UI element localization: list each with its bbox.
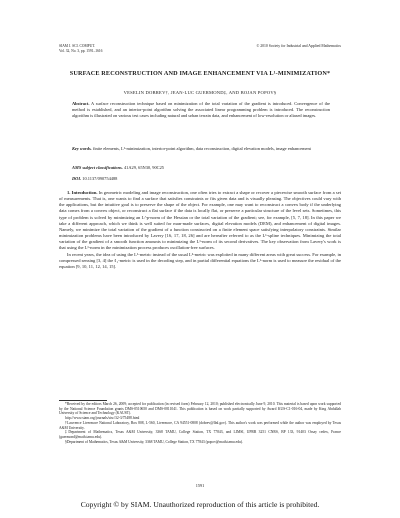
paper-title: SURFACE RECONSTRUCTION AND IMAGE ENHANCEMENT VIA L¹-MINIMIZATION* [69,70,331,77]
journal-name: SIAM J. SCI. COMPUT. [59,44,96,48]
section-heading: 1. Introduction. [67,190,98,195]
introduction-section [59,190,341,270]
doi [72,176,330,182]
journal-volume: Vol. 32, No. 3, pp. 1591–1616 [59,49,103,53]
footnote-popov: §Department of Mathematics, Texas A&M University, 3368 TAMU, College Station, TX 77843 (popov@math.tamu.edu). [65,439,244,444]
footnote-dobrev: †Lawrence Livermore National Laboratory, Box 808, L-560, Livermore, CA 94551-0808 (dobrev@llnl.gov). This author's work was performed while the author was employed by Texas A&M University. [59,420,341,430]
abstract-label: Abstract. [72,101,90,106]
abstract [72,101,330,119]
footnote-received: *Received by the editors March 26, 2009; accepted for publication (in revised form) February 12, 2010; published electronically June 9, 2010. This material is based upon work supported by the National Science Foundation grants DMS-0510650 and DMS-0811041. This publication is based on work partially supported by Award KUS-C1-016-04, made by King Abdullah University of Science and Technology (KAUST). [59,402,341,416]
copyright-notice: Copyright © by SIAM. Unauthorized reproduction of this article is prohibited. [80,500,320,509]
page-number: 1591 [195,483,205,488]
journal-header [59,44,102,54]
intro-paragraph-2: In recent years, the idea of using the L¹-metric instead of the usual L²-metric was exploited in many different areas with great success. For example, in compressed sensing [3, 4] the ℓ₁-metric is used in the decoding step, and in partial differential equations the L¹-norm is used to measure the residual of the equation [9, 10, 11, 12, 14, 15]. [59,251,341,269]
keywords-text: finite elements, L¹-minimization, interior-point algorithm, data reconstruction, digital elevation models, image enhancement [92,146,311,151]
author-list: VESELIN DOBREV†, JEAN-LUC GUERMOND‡, AND BOJAN POPOV§ [123,90,277,95]
keywords-label: Key words. [72,146,92,151]
paragraph-text: In geometric modeling and image reconstruction, one often tries to extract a shape or recover a piecewise smooth surface from a set of measurements. That is, one wants to find a surface that satisfies constraints or fits given data and is visually pleasing. The objectives could vary with the applications, but the intuitive goal is to preserve the shape of the object. For example, one may want to reconstruct a convex body if the underlying data comes from a convex object, or reconstruct a flat surface if the data is locally flat, or preserve a particular structure of the level sets. Sometimes, this type of problem is solved by minimizing an L^p-norm of the Hessian or the total variation of the gradient; see, for example, [5, 7, 18]. In this paper we take a different approach, which we think is well suited for man-made surfaces, digital elevation models (DEM), and enhancement of digital images. Namely, we minimize the total variation of the gradient of a function constructed on a finite element space satisfying interpolatory constraints. Similar minimization problems have been introduced by Lavery [16, 17, 18, 26] and are hereafter referred to as the L¹-spline techniques. Minimizing the total variation of the gradient of a smooth function amounts to minimizing the L¹-norm of its second derivatives. The key observation from Lavery's work is that using the L¹-norm in the minimization process produces oscillation-free surfaces. [59,190,341,251]
ams-label: AMS subject classifications. [72,165,123,170]
footnotes [59,402,341,444]
footnote-url: http://www.siam.org/journals/sisc/32-3/75488.html [65,416,140,421]
ams-classifications [72,165,330,171]
intro-paragraph-1 [59,190,341,252]
footnote-divider [59,400,107,401]
doi-label: DOI. [72,176,82,181]
abstract-text: A surface reconstruction technique based on minimization of the total variation of the gradient is introduced. Convergence of the method is established, and an interior-point algorithm solving the associated linear programming problem is introduced. The reconstruction algorithm is illustrated on various test cases including natural and urban terrain data, and enhancement of low-resolution or aliased images. [72,101,330,118]
keywords [72,146,330,152]
footnote-guermond: ‡Department of Mathematics, Texas A&M University, 3368 TAMU, College Station, TX 77843, and LIMSI, UPRR 3251 CNRS, BP 133, 91403 Orsay cedex, France (guermond@math.tamu.edu). [59,430,341,439]
ams-text: 41A29, 65N30, 90C25 [123,165,164,170]
doi-text: 10.1137/090754488 [82,176,118,181]
publisher-line: © 2010 Society for Industrial and Applied Mathematics [256,44,341,48]
